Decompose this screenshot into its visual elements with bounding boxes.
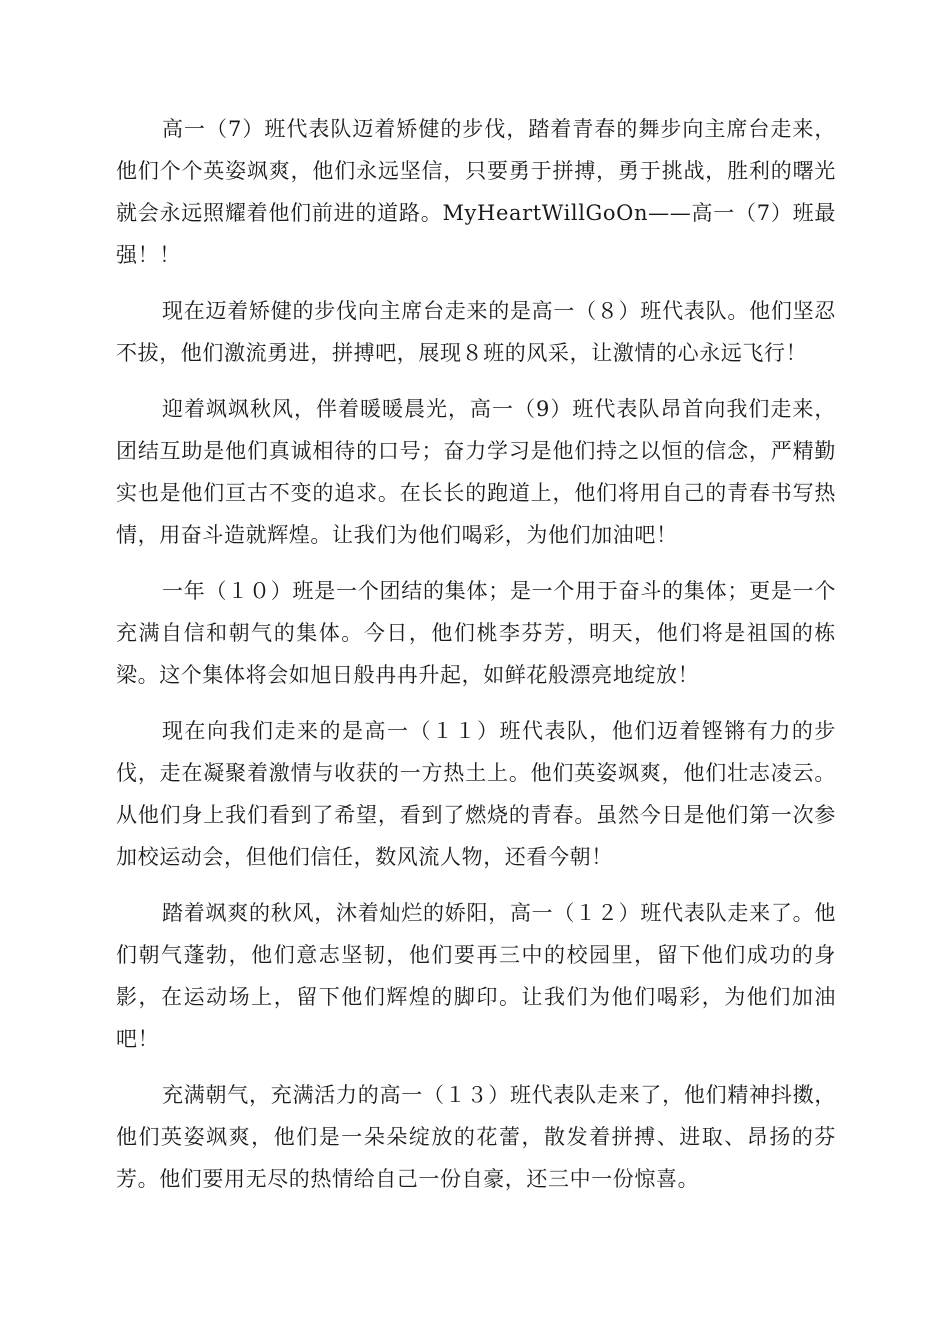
document-page <box>116 108 836 1214</box>
paragraph-class-8: 现在迈着矫健的步伐向主席台走来的是高一（８）班代表队。他们坚忍不拔，他们激流勇进，拼搏吧，展现８班的风采，让激情的心永远飞行！ <box>116 299 836 365</box>
paragraph-class-10: 一年（１０）班是一个团结的集体；是一个用于奋斗的集体；更是一个充满自信和朝气的集体。今日，他们桃李芬芳，明天，他们将是祖国的栋梁。这个集体将会如旭日般冉冉升起，如鲜花般漂亮地绽放！ <box>116 579 836 687</box>
paragraph-class-13: 充满朝气，充满活力的高一（１３）班代表队走来了，他们精神抖擞，他们英姿飒爽，他们是一朵朵绽放的花蕾，散发着拼搏、进取、昂扬的芬芳。他们要用无尽的热情给自己一份自豪，还三中一份惊喜。 <box>116 1083 836 1191</box>
paragraph-class-7: 高一（7）班代表队迈着矫健的步伐，踏着青春的舞步向主席台走来，他们个个英姿飒爽，他们永远坚信，只要勇于拼搏，勇于挑战，胜利的曙光就会永远照耀着他们前进的道路。MyHeartWillGoOn——高一（7）班最强！！ <box>116 117 836 267</box>
paragraph-class-11: 现在向我们走来的是高一（１１）班代表队，他们迈着铿锵有力的步伐，走在凝聚着激情与收获的一方热土上。他们英姿飒爽，他们壮志凌云。从他们身上我们看到了希望，看到了燃烧的青春。虽然今日是他们第一次参加校运动会，但他们信任，数风流人物，还看今朝！ <box>116 719 836 869</box>
paragraph-class-9: 迎着飒飒秋风，伴着暖暖晨光，高一（9）班代表队昂首向我们走来，团结互助是他们真诚相待的口号；奋力学习是他们持之以恒的信念，严精勤实也是他们亘古不变的追求。在长长的跑道上，他们将用自己的青春书写热情，用奋斗造就辉煌。让我们为他们喝彩，为他们加油吧！ <box>116 397 836 547</box>
paragraph-class-12: 踏着飒爽的秋风，沐着灿烂的娇阳，高一（１２）班代表队走来了。他们朝气蓬勃，他们意志坚韧，他们要再三中的校园里，留下他们成功的身影，在运动场上，留下他们辉煌的脚印。让我们为他们喝彩，为他们加油吧！ <box>116 901 836 1051</box>
